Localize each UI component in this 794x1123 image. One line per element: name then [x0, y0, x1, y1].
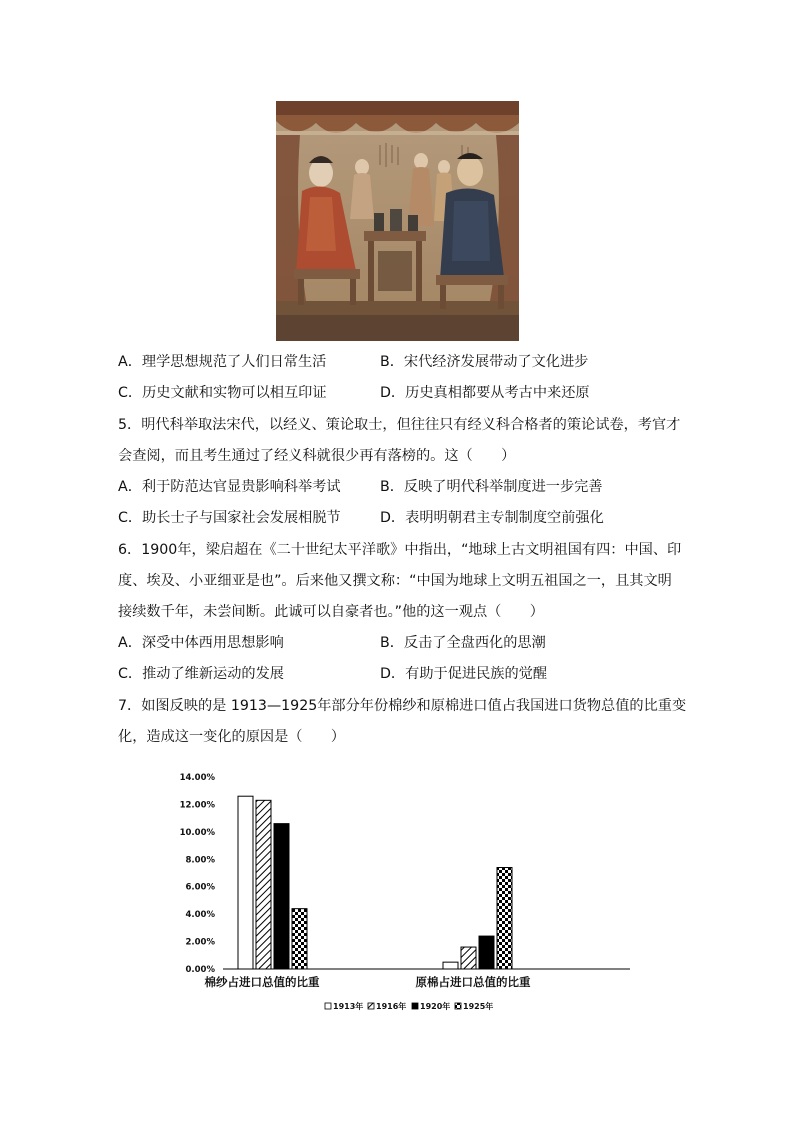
- y-tick-label: 10.00%: [179, 827, 215, 838]
- q4-option-c-letter: C．: [118, 385, 143, 401]
- y-tick-label: 12.00%: [179, 800, 215, 811]
- y-tick-label: 6.00%: [185, 882, 215, 893]
- q6-option-b-letter: B．: [380, 635, 404, 651]
- y-tick-label: 14.00%: [179, 773, 215, 783]
- q5-option-d[interactable]: [380, 508, 604, 528]
- legend-swatch: [325, 1003, 331, 1009]
- q5-option-c-letter: C．: [118, 510, 143, 526]
- legend-label: 1925年: [463, 1002, 494, 1011]
- legend-swatch: [455, 1003, 461, 1009]
- q5-stem-line-1: 5．明代科举取法宋代，以经义、策论取士，但往往只有经义科合格者的策论试卷，考官才: [118, 417, 681, 433]
- q6-option-a[interactable]: [118, 633, 284, 653]
- q6-option-a-text: 深受中体西用思想影响: [141, 635, 284, 651]
- category-label: 原棉占进口总值的比重: [415, 975, 531, 989]
- legend-label: 1916年: [376, 1002, 407, 1011]
- q4-option-b-text: 宋代经济发展带动了文化进步: [403, 354, 589, 370]
- q5-option-c[interactable]: [118, 508, 341, 528]
- q5-option-a[interactable]: [118, 477, 341, 497]
- q5-option-d-letter: D．: [380, 510, 406, 526]
- q4-option-c-text: 历史文献和实物可以相互印证: [142, 385, 327, 401]
- q7-stem-line-2: 化，造成这一变化的原因是（ ）: [118, 729, 346, 745]
- q6-option-d-text: 有助于促进民族的觉醒: [405, 666, 548, 682]
- legend-label: 1920年: [420, 1002, 451, 1011]
- q5-option-d-text: 表明明朝君主专制制度空前强化: [405, 510, 604, 526]
- import-share-bar-chart: [175, 762, 635, 1022]
- q6-option-c-letter: C．: [118, 666, 143, 682]
- q4-option-c[interactable]: [118, 383, 327, 403]
- q6-option-c[interactable]: [118, 664, 284, 684]
- q6-option-d-letter: D．: [380, 666, 406, 682]
- legend-swatch: [412, 1003, 418, 1009]
- bar-1-0: [443, 962, 458, 969]
- y-tick-label: 4.00%: [185, 910, 215, 921]
- q4-option-b[interactable]: [380, 352, 588, 372]
- bar-0-3: [292, 909, 307, 969]
- q6-option-b[interactable]: [380, 633, 546, 653]
- q6-option-b-text: 反击了全盘西化的思潮: [403, 635, 546, 651]
- y-tick-label: 0.00%: [185, 965, 215, 975]
- q5-option-b-letter: B．: [380, 479, 404, 495]
- q5-stem-line-2: 会查阅，而且考生通过了经义科就很少再有落榜的。这（ ）: [118, 448, 516, 464]
- chart-svg: [175, 762, 635, 1022]
- legend-swatch: [368, 1003, 374, 1009]
- q4-option-a[interactable]: [118, 352, 326, 372]
- q5-option-a-letter: A．: [118, 479, 142, 495]
- q6-stem-line-1: 6．1900年，梁启超在《二十世纪太平洋歌》中指出，“地球上古文明祖国有四：中国、印: [118, 542, 682, 558]
- q6-option-c-text: 推动了维新运动的发展: [142, 666, 284, 682]
- q4-option-b-letter: B．: [380, 354, 404, 370]
- y-tick-label: 2.00%: [185, 937, 215, 948]
- y-tick-label: 8.00%: [185, 855, 215, 866]
- bar-0-2: [274, 824, 289, 969]
- bar-0-1: [256, 800, 271, 969]
- bars-group: [238, 796, 512, 969]
- q5-option-b[interactable]: [380, 477, 603, 497]
- q4-option-a-letter: A．: [118, 354, 142, 370]
- q5-option-a-text: 利于防范达官显贵影响科举考试: [141, 479, 341, 495]
- q4-option-a-text: 理学思想规范了人们日常生活: [141, 354, 327, 370]
- q6-stem-line-3: 接续数千年，未尝间断。此诚可以自豪者也。”他的这一观点（ ）: [118, 604, 544, 620]
- legend-label: 1913年: [333, 1002, 364, 1011]
- category-labels: [205, 975, 531, 989]
- q6-option-d[interactable]: [380, 664, 547, 684]
- bar-1-3: [497, 868, 512, 969]
- q7-stem-line-1: 7．如图反映的是 1913—1925年部分年份棉纱和原棉进口值占我国进口货物总值的比重变: [118, 698, 687, 714]
- mural-painting-svg: [276, 101, 519, 341]
- category-label: 棉纱占进口总值的比重: [204, 975, 320, 989]
- q4-option-d-text: 历史真相都要从考古中来还原: [405, 385, 590, 401]
- bar-1-2: [479, 936, 494, 969]
- bar-0-0: [238, 796, 253, 969]
- q5-option-b-text: 反映了明代科举制度进一步完善: [403, 479, 603, 495]
- q4-option-d-letter: D．: [380, 385, 406, 401]
- q4-option-d[interactable]: [380, 383, 590, 403]
- bar-1-1: [461, 947, 476, 969]
- q6-option-a-letter: A．: [118, 635, 142, 651]
- q5-option-c-text: 助长士子与国家社会发展相脱节: [142, 510, 341, 526]
- mural-painting-image: [276, 101, 519, 341]
- legend: [325, 1001, 493, 1011]
- q6-stem-line-2: 度、埃及、小亚细亚是也”。后来他又撰文称：“中国为地球上文明五祖国之一，且其文明: [118, 573, 672, 589]
- y-axis-ticks: [180, 773, 216, 975]
